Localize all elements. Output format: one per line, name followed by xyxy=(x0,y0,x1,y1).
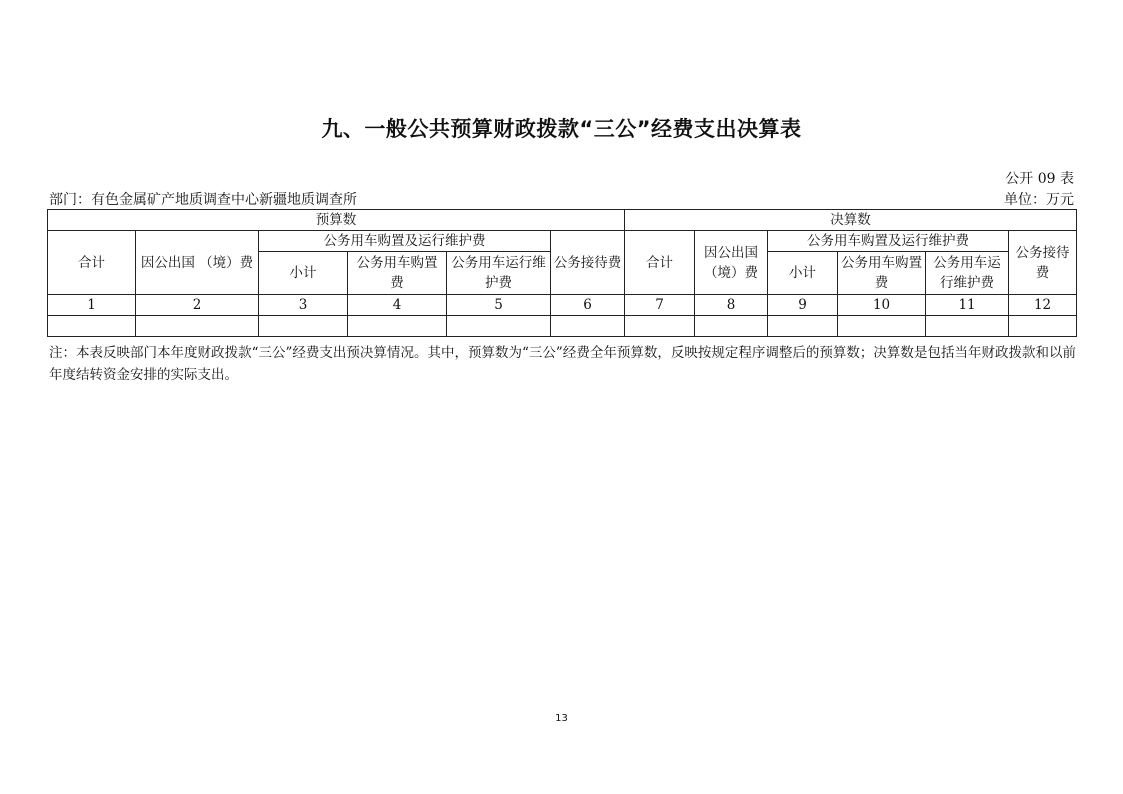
unit-label: 单位：万元 xyxy=(1004,192,1074,208)
final-vehicle-group-header: 公务用车购置及运行维护费 xyxy=(768,231,1009,252)
page-number: 13 xyxy=(555,713,568,724)
column-number: 12 xyxy=(1009,295,1077,316)
table-cell xyxy=(447,316,551,337)
column-number: 6 xyxy=(551,295,625,316)
column-number: 9 xyxy=(768,295,838,316)
table-cell xyxy=(259,316,348,337)
column-number: 8 xyxy=(695,295,768,316)
table-cell xyxy=(48,316,136,337)
column-number: 3 xyxy=(259,295,348,316)
column-number: 1 xyxy=(48,295,136,316)
final-reception-header: 公务接待费 xyxy=(1009,231,1077,295)
final-vehicle-operation-header: 公务用车运行维护费 xyxy=(926,252,1009,295)
three-public-expenses-table xyxy=(47,209,1077,337)
column-number: 4 xyxy=(348,295,447,316)
budget-abroad-header: 因公出国 （境）费 xyxy=(136,231,259,295)
footnote: 注：本表反映部门本年度财政拨款“三公”经费支出预决算情况。其中，预算数为“三公”经费全年预算数，反映按规定程序调整后的预算数；决算数是包括当年财政拨款和以前年度结转资金安排的实际支出。 xyxy=(49,345,1076,383)
column-number-row xyxy=(48,295,1077,316)
table-cell xyxy=(625,316,695,337)
final-abroad-header: 因公出国（境）费 xyxy=(695,231,768,295)
budget-total-header: 合计 xyxy=(48,231,136,295)
final-group-header: 决算数 xyxy=(625,210,1077,231)
column-number: 5 xyxy=(447,295,551,316)
column-number: 11 xyxy=(926,295,1009,316)
final-total-header: 合计 xyxy=(625,231,695,295)
page-title: 九、一般公共预算财政拨款“三公”经费支出决算表 xyxy=(321,117,802,141)
table-cell xyxy=(136,316,259,337)
table-cell xyxy=(1009,316,1077,337)
column-number: 7 xyxy=(625,295,695,316)
table-cell xyxy=(348,316,447,337)
header-row-columns xyxy=(48,231,1077,252)
budget-group-header: 预算数 xyxy=(48,210,625,231)
budget-reception-header: 公务接待费 xyxy=(551,231,625,295)
table-cell xyxy=(838,316,926,337)
final-subtotal-header: 小计 xyxy=(768,252,838,295)
form-code: 公开 09 表 xyxy=(1005,171,1074,187)
column-number: 10 xyxy=(838,295,926,316)
table-cell xyxy=(551,316,625,337)
budget-subtotal-header: 小计 xyxy=(259,252,348,295)
table-row xyxy=(48,316,1077,337)
budget-vehicle-purchase-header: 公务用车购置费 xyxy=(348,252,447,295)
budget-vehicle-group-header: 公务用车购置及运行维护费 xyxy=(259,231,551,252)
header-row-groups xyxy=(48,210,1077,231)
table-cell xyxy=(926,316,1009,337)
table-cell xyxy=(768,316,838,337)
department-label: 部门：有色金属矿产地质调查中心新疆地质调查所 xyxy=(49,192,357,208)
table-cell xyxy=(695,316,768,337)
final-vehicle-purchase-header: 公务用车购置费 xyxy=(838,252,926,295)
budget-vehicle-operation-header: 公务用车运行维护费 xyxy=(447,252,551,295)
column-number: 2 xyxy=(136,295,259,316)
